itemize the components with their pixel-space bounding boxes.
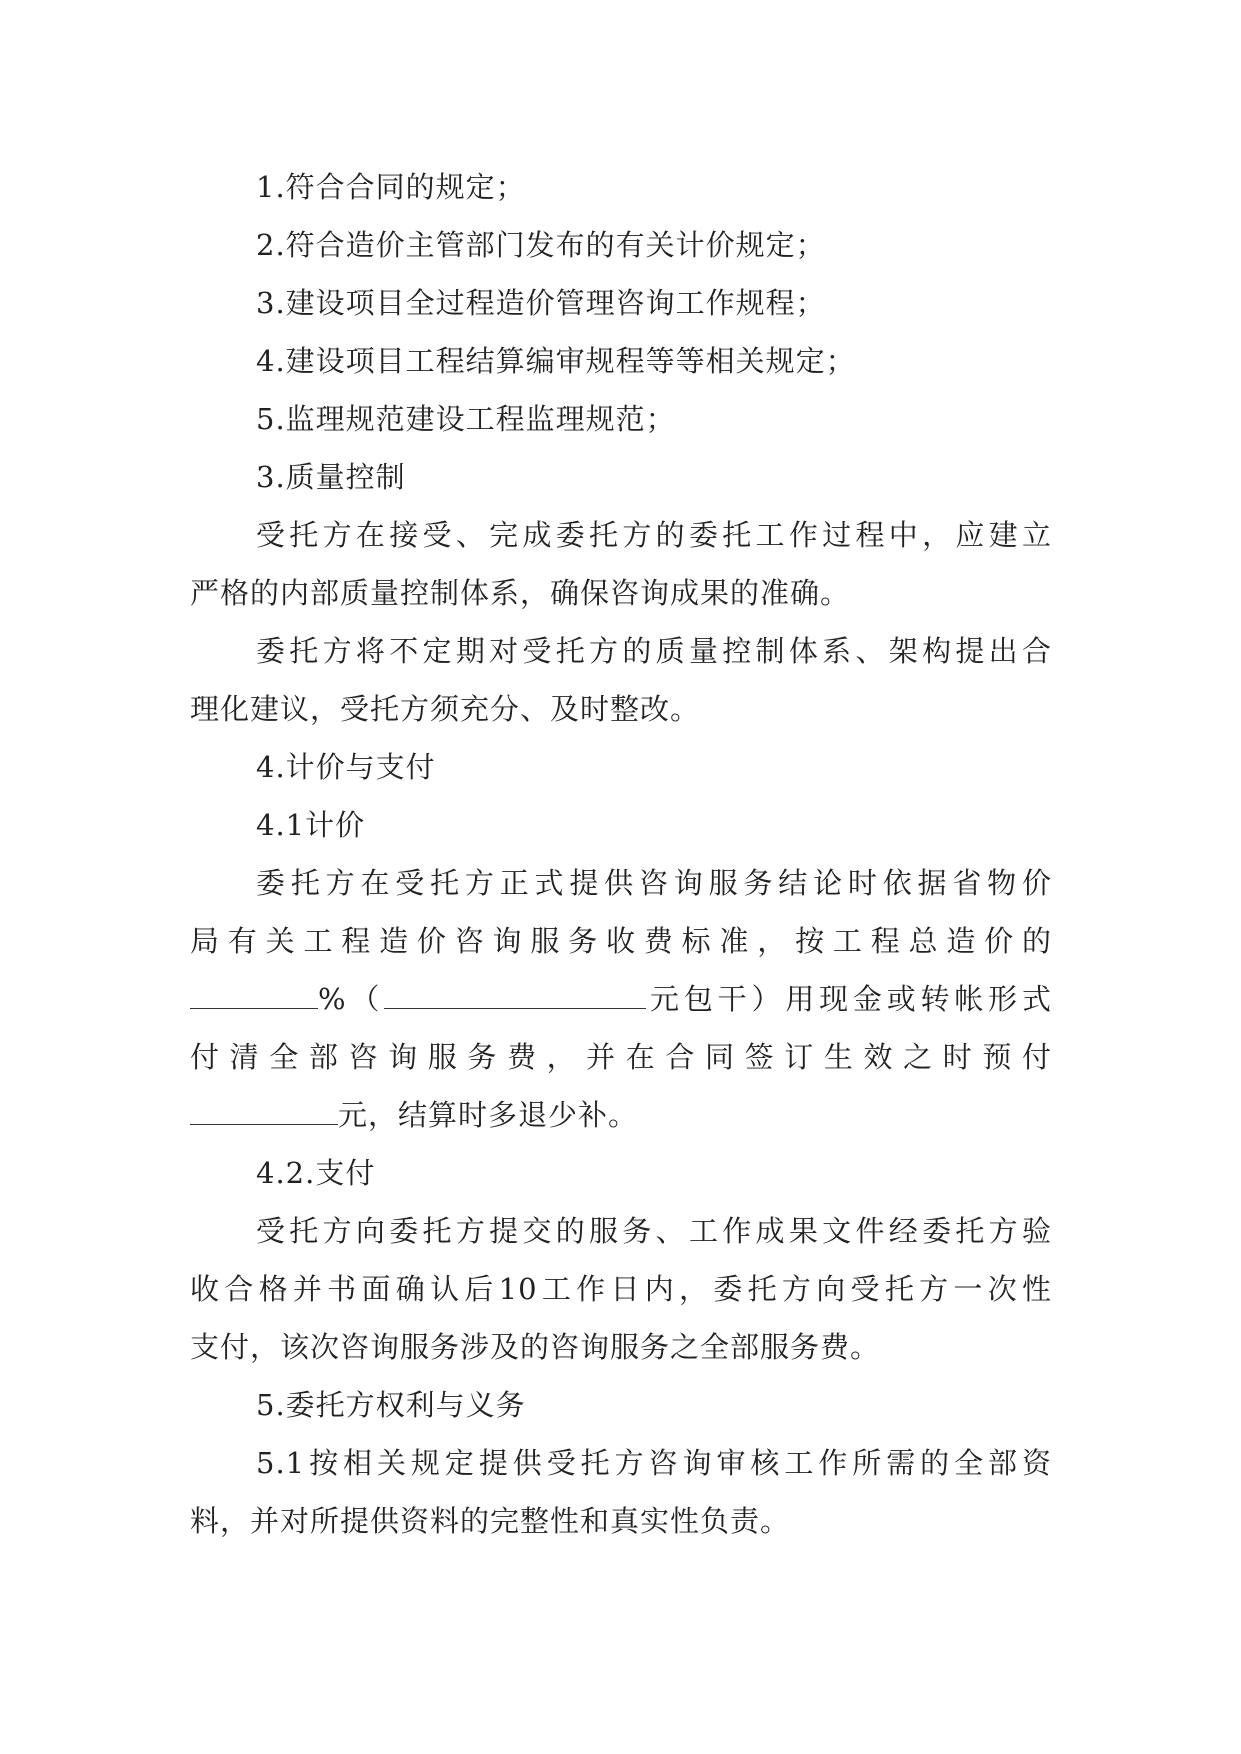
heading-payment: 4.2.支付 (256, 1156, 376, 1190)
rights-para-line2: 料，并对所提供资料的完整性和真实性负责。 (190, 1504, 791, 1538)
quality-para1-line1: 受托方在接受、完成委托方的委托工作过程中，应建立 (256, 518, 1052, 552)
quality-para2-line2: 理化建议，受托方须充分、及时整改。 (190, 692, 701, 726)
quality-para1-line2: 严格的内部质量控制体系，确保咨询成果的准确。 (190, 576, 851, 610)
pricing-para-line2: 局有关工程造价咨询服务收费标准，按工程总造价的 (190, 924, 1052, 958)
payment-para-line2: 收合格并书面确认后10工作日内，委托方向受托方一次性 (190, 1272, 1052, 1306)
pricing-para-line1: 委托方在受托方正式提供咨询服务结论时依据省物价 (256, 866, 1052, 900)
item-3: 3.建设项目全过程造价管理咨询工作规程； (256, 286, 826, 320)
item-1: 1.符合合同的规定； (256, 170, 526, 204)
pricing-para-line4: 付清全部咨询服务费，并在合同签订生效之时预付 (190, 1040, 1052, 1074)
quality-para2-line1: 委托方将不定期对受托方的质量控制体系、架构提出合 (256, 634, 1052, 668)
payment-para-line1: 受托方向委托方提交的服务、工作成果文件经委托方验 (256, 1214, 1052, 1248)
heading-quality: 3.质量控制 (256, 460, 406, 494)
amount-blank (384, 986, 646, 1009)
pricing-line3-rest: 元包干）用现金或转帐形式 (646, 982, 1052, 1016)
prepay-blank (190, 1102, 338, 1125)
percent-label: %（ (318, 982, 385, 1016)
heading-pricing: 4.计价与支付 (256, 750, 436, 784)
item-4: 4.建设项目工程结算编审规程等等相关规定； (256, 344, 856, 378)
pricing-para-line3 (190, 970, 1052, 1028)
item-5: 5.监理规范建设工程监理规范； (256, 402, 676, 436)
document-page (190, 158, 1052, 1550)
percent-blank (190, 986, 318, 1009)
payment-para-line3: 支付，该次咨询服务涉及的咨询服务之全部服务费。 (190, 1330, 881, 1364)
pricing-line5-rest: 元，结算时多退少补。 (338, 1098, 639, 1132)
pricing-para-line5 (190, 1086, 1052, 1144)
heading-pricing-sub1: 4.1计价 (256, 808, 366, 842)
rights-para-line1: 5.1按相关规定提供受托方咨询审核工作所需的全部资 (256, 1446, 1052, 1480)
heading-rights: 5.委托方权利与义务 (256, 1388, 526, 1422)
item-2: 2.符合造价主管部门发布的有关计价规定； (256, 228, 826, 262)
